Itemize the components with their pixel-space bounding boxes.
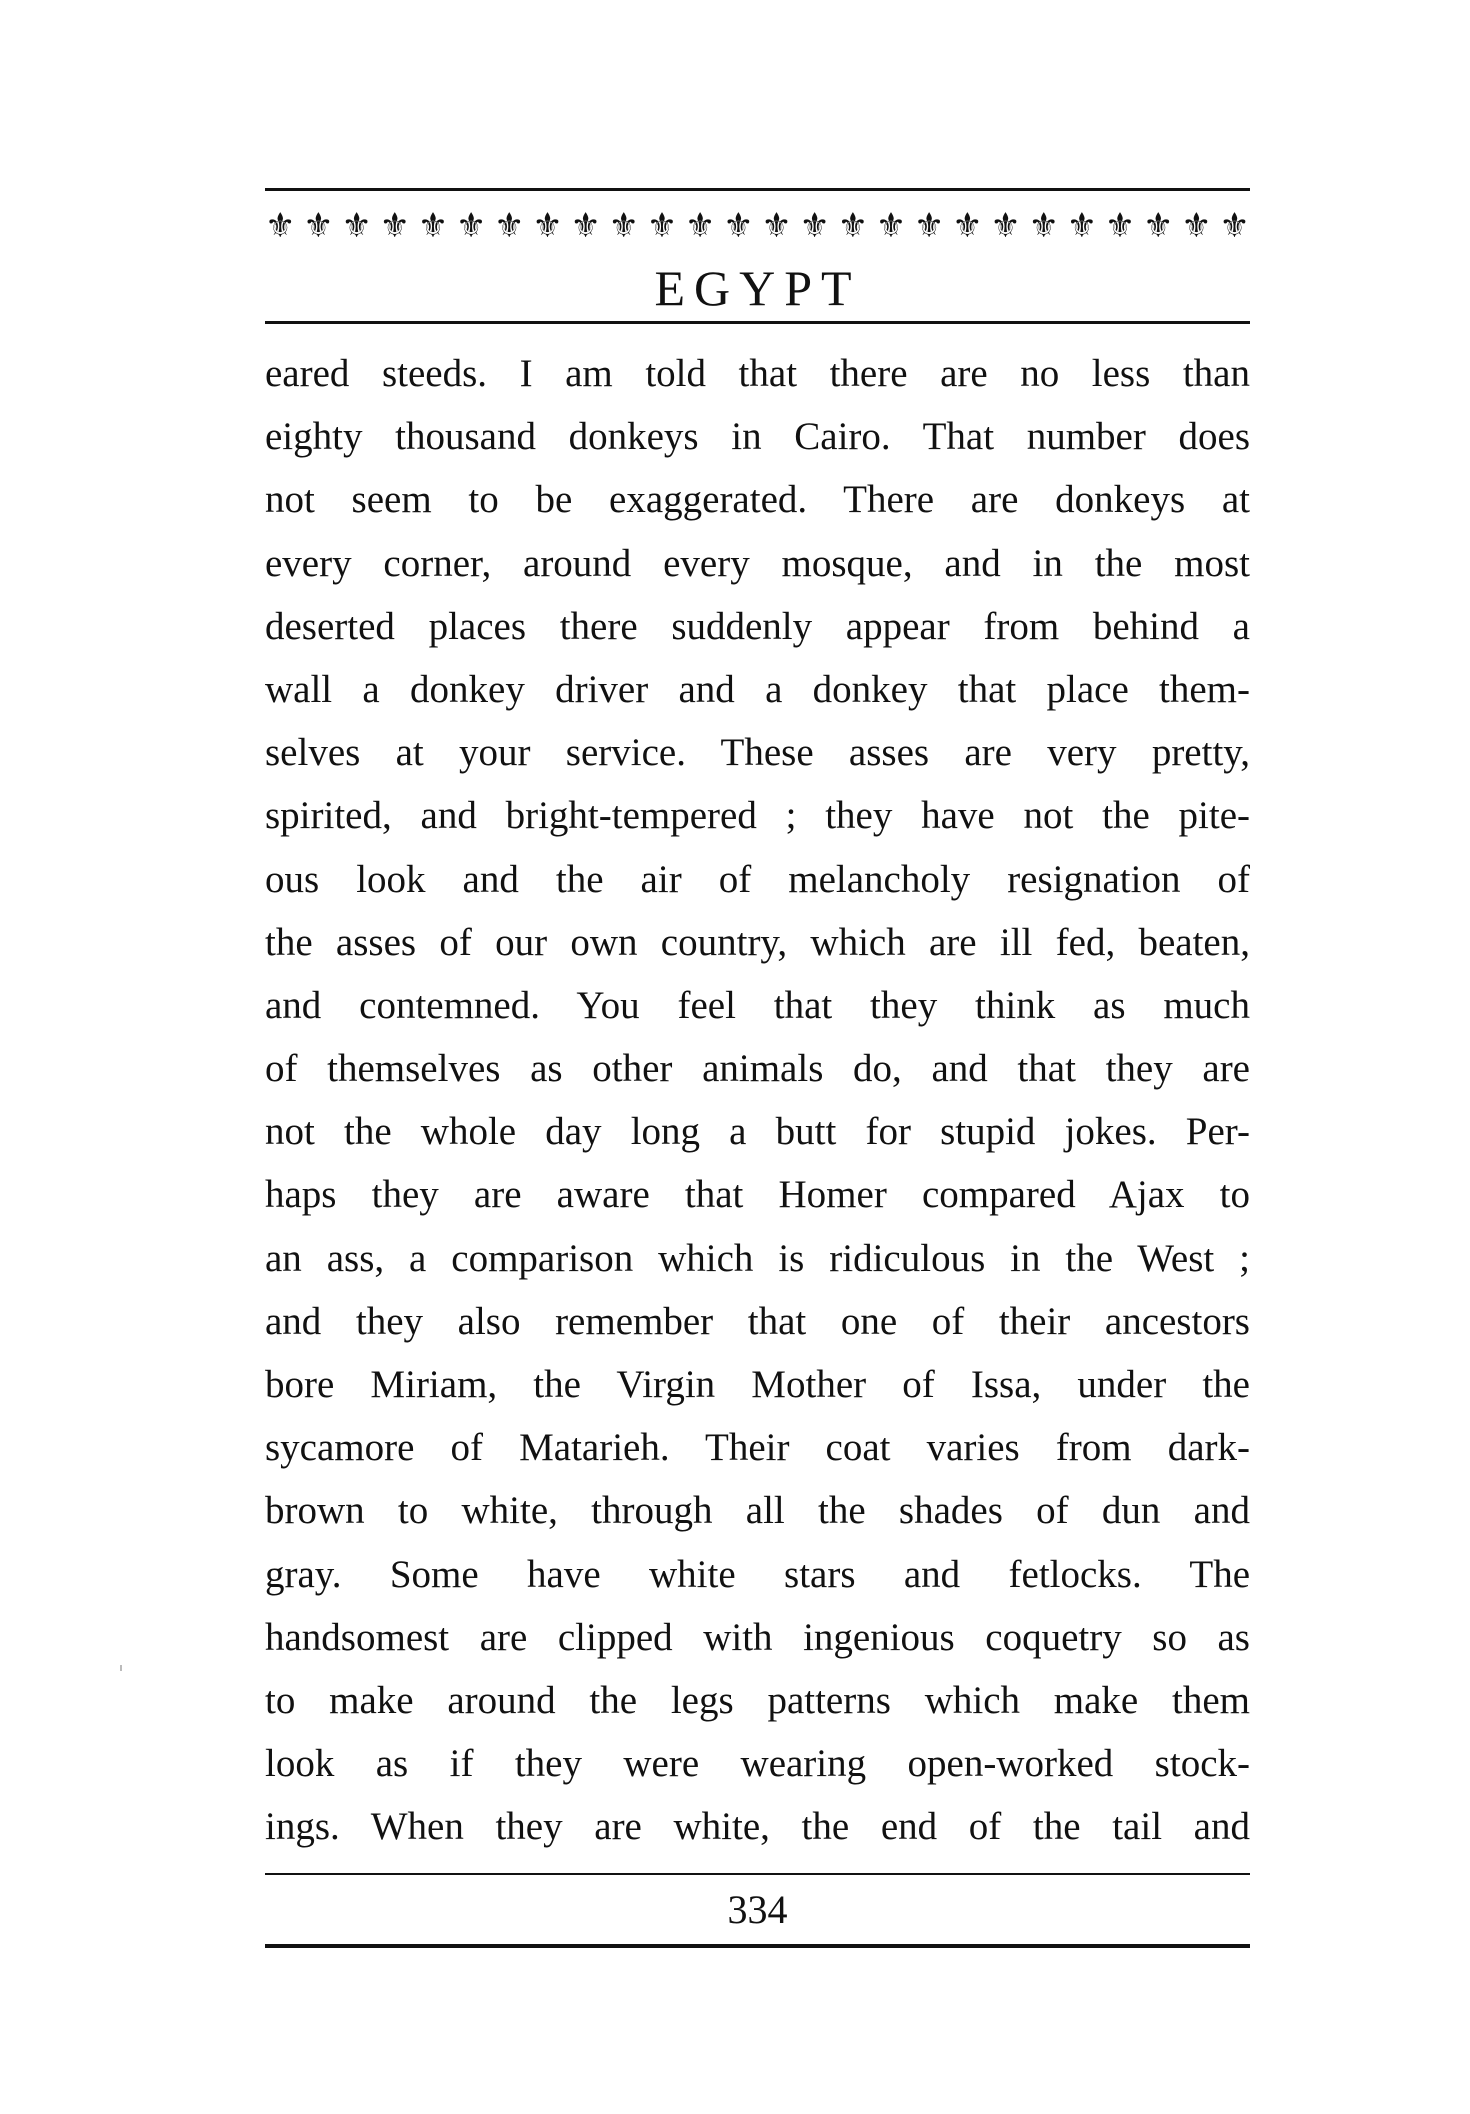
fleur-de-lis-icon: ⚜ — [761, 206, 792, 246]
text-line: an ass, a comparison which is ridiculous in the West ; — [265, 1236, 1250, 1280]
text-line: to make around the legs patterns which make them — [265, 1678, 1250, 1722]
fleur-de-lis-icon: ⚜ — [952, 206, 983, 246]
fleur-de-lis-icon: ⚜ — [1104, 206, 1136, 246]
fleur-de-lis-icon: ⚜ — [837, 206, 869, 246]
text-line: spirited, and bright-tempered ; they have not the pite- — [265, 794, 1250, 838]
top-rule — [265, 188, 1250, 191]
fleur-de-lis-icon: ⚜ — [1142, 206, 1174, 246]
text-line: eighty thousand donkeys in Cairo. That number does — [265, 415, 1250, 459]
text-line: the asses of our own country, which are ill fed, beaten, — [265, 920, 1250, 964]
fleur-de-lis-icon: ⚜ — [417, 206, 449, 246]
fleur-de-lis-icon: ⚜ — [532, 206, 563, 246]
body-text — [265, 342, 1250, 1859]
fleur-de-lis-icon: ⚜ — [455, 206, 487, 246]
text-line: sycamore of Matarieh. Their coat varies from dark- — [265, 1426, 1250, 1470]
text-line: ous look and the air of melancholy resignation of — [265, 857, 1250, 901]
text-line: deserted places there suddenly appear from behind a — [265, 604, 1250, 648]
fleur-de-lis-icon: ⚜ — [646, 206, 678, 246]
fleur-de-lis-icon: ⚜ — [379, 206, 410, 246]
fleur-de-lis-icon: ⚜ — [608, 206, 640, 246]
text-line: wall a donkey driver and a donkey that place them- — [265, 667, 1250, 711]
text-line: every corner, around every mosque, and in the most — [265, 541, 1250, 585]
book-page — [265, 0, 1250, 2114]
fleur-de-lis-icon: ⚜ — [265, 206, 296, 246]
fleur-de-lis-icon: ⚜ — [875, 206, 907, 246]
text-line: haps they are aware that Homer compared Ajax to — [265, 1173, 1250, 1217]
running-head: EGYPT — [654, 260, 861, 316]
fleur-de-lis-icon: ⚜ — [684, 206, 716, 246]
text-line: look as if they were wearing open-worked stock- — [265, 1742, 1250, 1786]
fleur-de-lis-ornament-band — [265, 200, 1250, 252]
fleur-de-lis-icon: ⚜ — [990, 206, 1021, 246]
margin-mark — [120, 1665, 122, 1671]
page-number: 334 — [727, 1887, 788, 1932]
fleur-de-lis-icon: ⚜ — [723, 206, 754, 246]
text-line: eared steeds. I am told that there are no less than — [265, 352, 1250, 395]
text-line: selves at your service. These asses are very pretty, — [265, 731, 1250, 775]
text-line: and contemned. You feel that they think as much — [265, 983, 1250, 1027]
bottom-rule — [265, 1944, 1250, 1948]
text-line: gray. Some have white stars and fetlocks. The — [265, 1552, 1250, 1596]
text-line: not the whole day long a butt for stupid jokes. Per- — [265, 1110, 1250, 1154]
fleur-de-lis-icon: ⚜ — [570, 206, 601, 246]
fleur-de-lis-icon: ⚜ — [1181, 206, 1212, 246]
text-line: and they also remember that one of their ancestors — [265, 1299, 1250, 1343]
fleur-de-lis-icon: ⚜ — [913, 206, 945, 246]
fleur-de-lis-icon: ⚜ — [799, 206, 830, 246]
text-line: handsomest are clipped with ingenious coquetry so as — [265, 1615, 1250, 1659]
footer-rule — [265, 1873, 1250, 1875]
text-line: brown to white, through all the shades of dun and — [265, 1489, 1250, 1533]
text-line: not seem to be exaggerated. There are donkeys at — [265, 478, 1250, 522]
fleur-de-lis-icon: ⚜ — [1066, 206, 1098, 246]
text-line: ings. When they are white, the end of the tail and — [265, 1805, 1250, 1849]
text-line: of themselves as other animals do, and that they are — [265, 1047, 1250, 1091]
text-line: bore Miriam, the Virgin Mother of Issa, under the — [265, 1363, 1250, 1406]
fleur-de-lis-icon: ⚜ — [1028, 206, 1059, 246]
fleur-de-lis-icon: ⚜ — [341, 206, 372, 246]
fleur-de-lis-icon: ⚜ — [1219, 206, 1250, 246]
fleur-de-lis-icon: ⚜ — [303, 206, 334, 246]
fleur-de-lis-icon: ⚜ — [494, 206, 525, 246]
header-rule — [265, 321, 1250, 324]
